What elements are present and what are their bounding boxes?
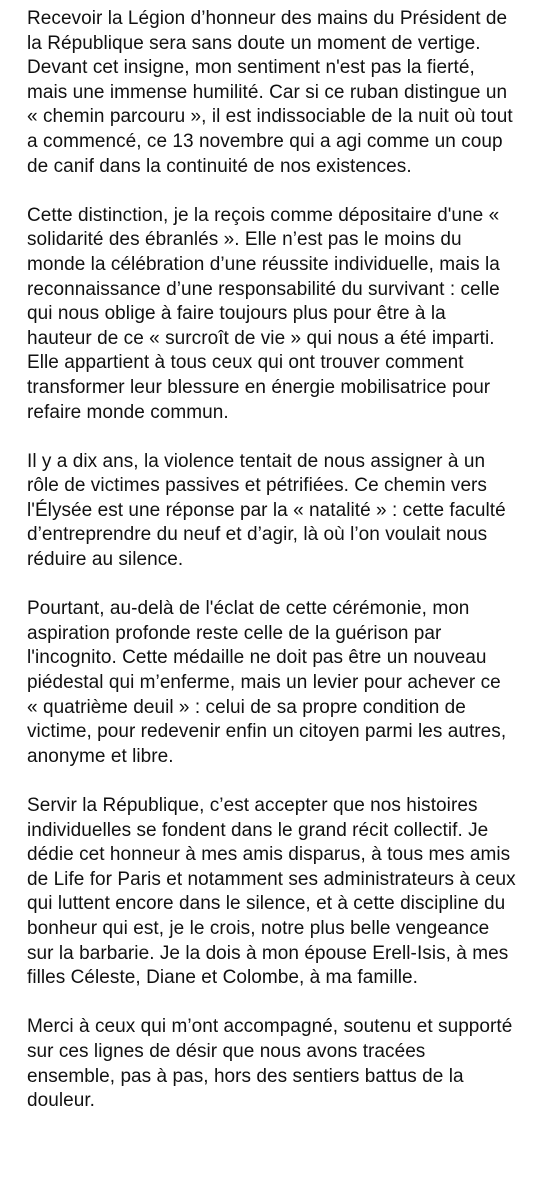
text-line: piédestal qui m’enferme, mais un levier pour achever ce [27,672,501,694]
text-line: Pourtant, au-delà de l'éclat de cette cérémonie, mon [27,598,470,620]
text-line: Recevoir la Légion d’honneur des mains du Président de [27,8,508,29]
text-line: de Life for Paris et notamment ses administrateurs à ceux [27,868,516,890]
text-line: qui nous oblige à faire toujours plus pour être à la [27,303,446,325]
paragraph-4 [27,597,533,769]
text-line: mais une immense humilité. Car si ce ruban distingue un [27,81,508,103]
text-line: solidarité des ébranlés ». Elle n’est pas le moins du [27,229,462,251]
text-line: individuelles se fondent dans le grand récit collectif. Je [27,819,489,841]
paragraph-3 [27,450,533,573]
document-body [27,7,533,1138]
text-line: monde la célébration d’une réussite individuelle, mais la [27,253,500,275]
paragraph-5 [27,794,533,991]
text-line: a commencé, ce 13 novembre qui a agi comme un coup [27,130,503,152]
text-line: l'Élysée est une réponse par la « natalité » : cette faculté [27,499,506,521]
text-line: la République sera sans doute un moment de vertige. [27,32,481,54]
text-line: filles Céleste, Diane et Colombe, à ma famille. [27,967,418,989]
text-line: refaire monde commun. [27,401,229,423]
text-line: dédie cet honneur à mes amis disparus, à tous mes amis [27,844,511,866]
paragraph-1 [27,7,533,179]
text-line: Servir la République, c’est accepter que nos histoires [27,795,478,816]
text-line: anonyme et libre. [27,745,174,767]
text-line: « quatrième deuil » : celui de sa propre condition de [27,696,466,718]
text-line: d’entreprendre du neuf et d’agir, là où l’on voulait nous [27,524,488,546]
text-line: l'incognito. Cette médaille ne doit pas être un nouveau [27,647,487,669]
text-line: Cette distinction, je la reçois comme dépositaire d'une « [27,204,500,226]
text-line: Merci à ceux qui m’ont accompagné, soutenu et supporté [27,1016,513,1038]
text-line: réduire au silence. [27,549,184,571]
text-line: rôle de victimes passives et pétrifiées. Ce chemin vers [27,475,487,497]
paragraph-6 [27,1015,533,1113]
text-line: transformer leur blessure en énergie mobilisatrice pour [27,376,491,398]
text-line: reconnaissance d’une responsabilité du survivant : celle [27,278,500,300]
text-line: bonheur qui est, je le crois, notre plus belle vengeance [27,917,490,939]
text-line: sur ces lignes de désir que nous avons tracées [27,1040,426,1062]
paragraph-2 [27,204,533,425]
text-line: hauteur de ce « surcroît de vie » qui nous a été imparti. [27,327,495,349]
text-line: aspiration profonde reste celle de la guérison par [27,622,442,644]
text-line: qui luttent encore dans le silence, et à cette discipline du [27,893,506,915]
text-line: « chemin parcouru », il est indissociable de la nuit où tout [27,106,513,128]
text-line: Elle appartient à tous ceux qui ont trouver comment [27,352,464,374]
text-line: Devant cet insigne, mon sentiment n'est pas la fierté, [27,57,475,79]
text-line: sur la barbarie. Je la dois à mon épouse Erell-Isis, à mes [27,942,509,964]
text-line: douleur. [27,1090,96,1112]
text-line: Il y a dix ans, la violence tentait de nous assigner à un [27,450,486,472]
text-line: victime, pour redevenir enfin un citoyen parmi les autres, [27,721,507,743]
text-line: ensemble, pas à pas, hors des sentiers battus de la [27,1065,464,1087]
text-line: de canif dans la continuité de nos existences. [27,155,412,177]
